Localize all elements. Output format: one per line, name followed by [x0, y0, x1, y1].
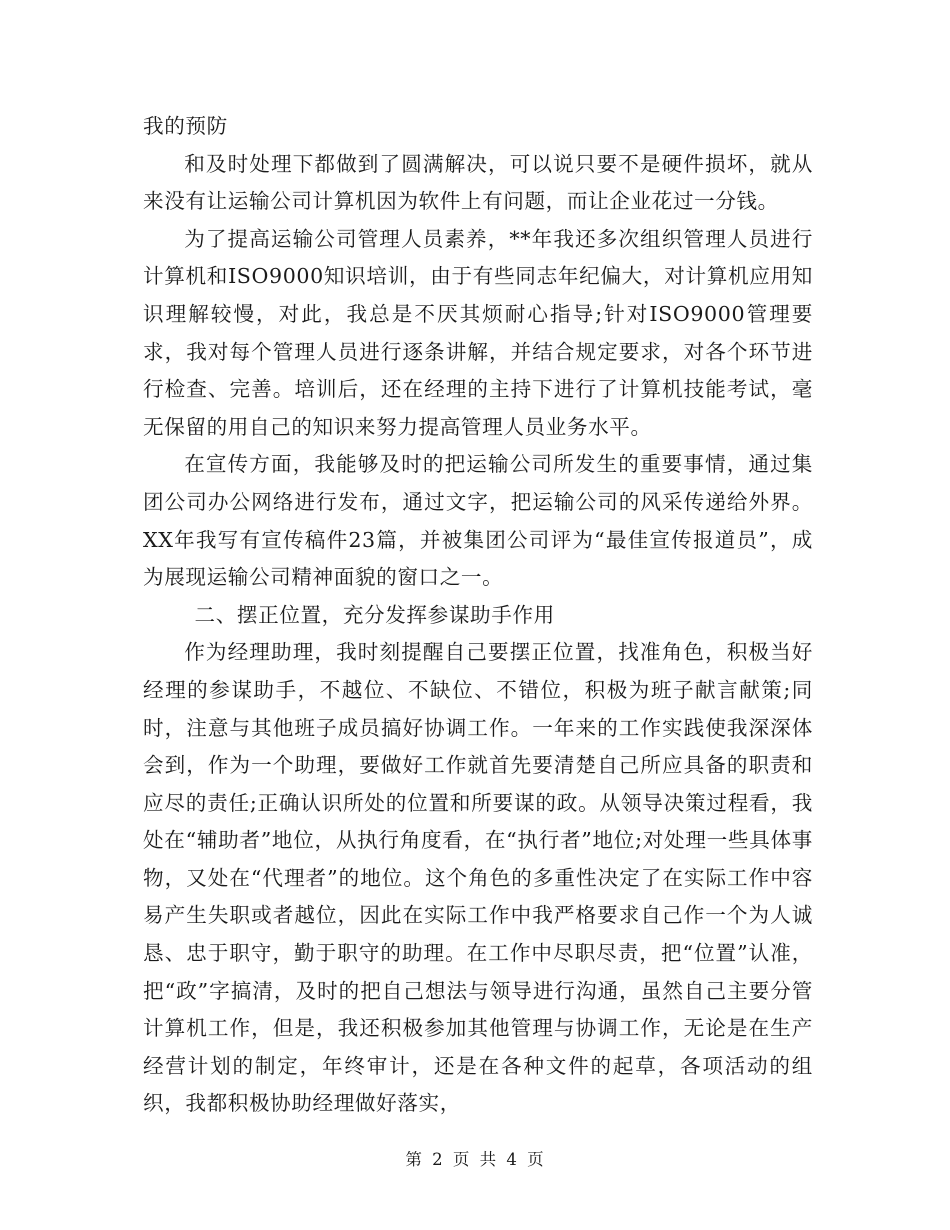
page-number-footer: 第 2 页 共 4 页: [405, 1150, 545, 1169]
paragraph-assistant-role: 作为经理助理，我时刻提醒自己要摆正位置，找准角色，积极当好经理的参谋助手，不越位、不缺位、不错位，积极为班子献言献策;同时，注意与其他班子成员搞好协调工作。一年来的工作实践使我深深体会到，作为一个助理，要做好工作就首先要清楚自己所应具备的职责和应尽的责任;正确认识所处的位置和所要谋的政。从领导决策过程看，我处在“辅助者”地位，从执行角度看，在“执行者”地位;对处理一些具体事物，又处在“代理者”的地位。这个角色的多重性决定了在实际工作中容易产生失职或者越位，因此在实际工作中我严格要求自己作一个为人诚恳、忠于职守，勤于职守的助理。在工作中尽职尽责，把“位置”认准，把“政”字搞清，及时的把自己想法与领导进行沟通，虽然自己主要分管计算机工作，但是，我还积极参加其他管理与协调工作，无论是在生产经营计划的制定，年终审计，还是在各种文件的起草，各项活动的组织，我都积极协助经理做好落实，: [143, 640, 813, 1116]
paragraph-training: 为了提高运输公司管理人员素养，**年我还多次组织管理人员进行计算机和ISO9000知识培训，由于有些同志年纪偏大，对计算机应用知识理解较慢，对此，我总是不厌其烦耐心指导;针对ISO9000管理要求，我对每个管理人员进行逐条讲解，并结合规定要求，对各个环节进行检查、完善。培训后，还在经理的主持下进行了计算机技能考试，毫无保留的用自己的知识来努力提高管理人员业务水平。: [143, 226, 813, 439]
section-heading: 二、摆正位置，充分发挥参谋助手作用: [194, 602, 555, 627]
paragraph-continuation: 我的预防: [143, 114, 228, 138]
paragraph-publicity: 在宣传方面，我能够及时的把运输公司所发生的重要事情，通过集团公司办公网络进行发布，通过文字，把运输公司的风采传递给外界。XX年我写有宣传稿件23篇，并被集团公司评为“最佳宣传报道员”，成为展现运输公司精神面貌的窗口之一。: [143, 452, 813, 590]
document-body: [143, 108, 813, 1123]
paragraph-software-maintenance: 和及时处理下都做到了圆满解决，可以说只要不是硬件损坏，就从来没有让运输公司计算机因为软件上有问题，而让企业花过一分钱。: [143, 151, 813, 214]
